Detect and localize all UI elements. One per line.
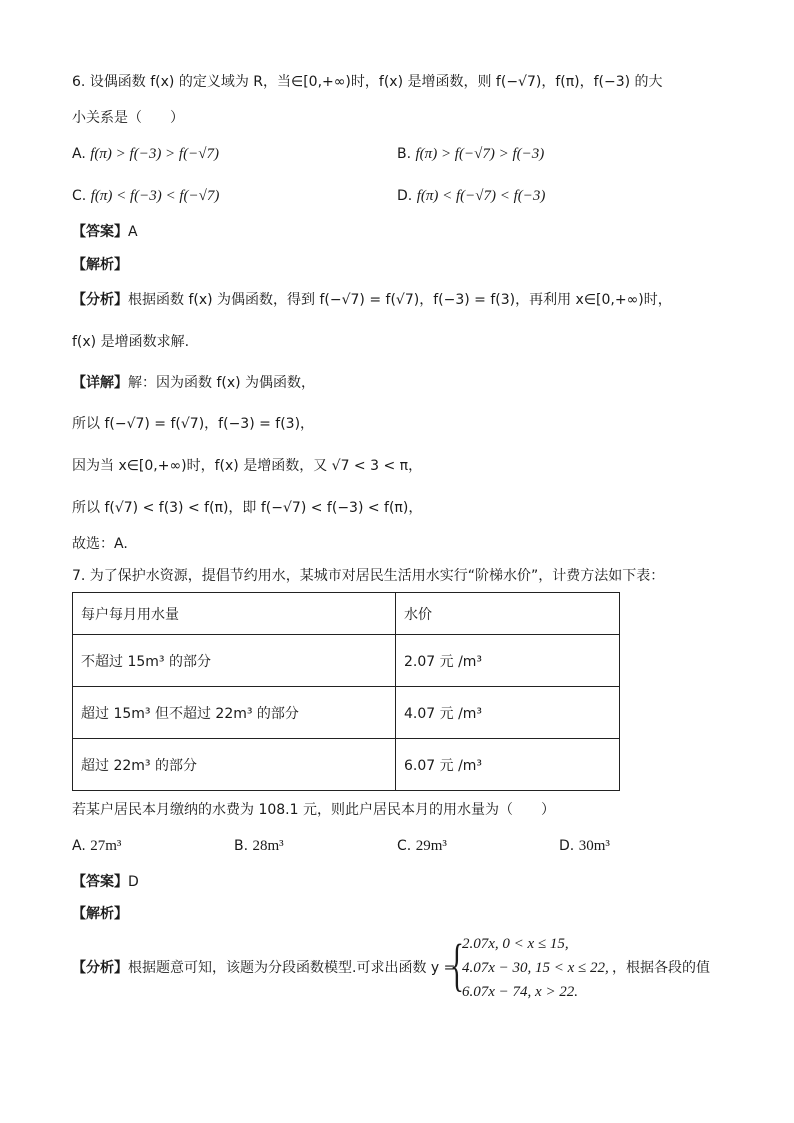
q7-option-a xyxy=(72,836,121,856)
q7-question: 若某户居民本月缴纳的水费为 108.1 元，则此户居民本月的用水量为（ ） xyxy=(72,802,555,818)
option-expr: 28m³ xyxy=(252,838,284,854)
answer-value: A xyxy=(128,224,138,240)
q6-answer xyxy=(72,222,138,242)
q6-option-d xyxy=(397,186,545,206)
table-row xyxy=(73,739,620,791)
q6-analysis-tag: 【解析】 xyxy=(72,257,128,273)
q6-stem-line2: 小关系是（ ） xyxy=(72,110,184,126)
table-cell: 4.07 元 /m³ xyxy=(396,687,620,739)
option-expr: f(π) < f(−3) < f(−√7) xyxy=(90,188,220,204)
q7-option-c xyxy=(397,836,447,856)
option-label: C. xyxy=(397,838,412,854)
answer-tag: 【答案】 xyxy=(72,224,128,240)
table-header-row xyxy=(73,593,620,635)
fenxi-text: 根据函数 f(x) 为偶函数，得到 f(−√7) = f(√7)，f(−3) = f(3)，再利用 x∈[0,+∞)时， xyxy=(128,292,672,308)
option-expr: f(π) > f(−3) > f(−√7) xyxy=(90,146,219,162)
option-label: B. xyxy=(234,838,249,854)
table-header-cell: 水价 xyxy=(396,593,620,635)
q7-stem: 7. 为了保护水资源，提倡节约用水，某城市对居民生活用水实行“阶梯水价”，计费方法如下表： xyxy=(72,568,665,584)
q6-option-a xyxy=(72,144,219,164)
option-label: C. xyxy=(72,188,87,204)
q6-xiangjie-line1 xyxy=(72,373,315,393)
q6-fenxi-line1 xyxy=(72,290,672,310)
q7-fenxi-tail: ，根据各段的值 xyxy=(612,960,710,976)
q7-analysis-tag: 【解析】 xyxy=(72,906,128,922)
table-cell: 不超过 15m³ 的部分 xyxy=(73,635,396,687)
option-label: A. xyxy=(72,838,86,854)
fenxi-tag: 【分析】 xyxy=(72,292,128,308)
piecewise-case-2: 4.07x − 30, 15 < x ≤ 22, xyxy=(462,960,609,976)
q6-stem-line1: 6. 设偶函数 f(x) 的定义域为 R，当∈[0,+∞)时，f(x) 是增函数，则 f(−√7)，f(π)，f(−3) 的大 xyxy=(72,74,663,90)
xiangjie-text: 解：因为函数 f(x) 为偶函数， xyxy=(128,375,316,391)
table-cell: 6.07 元 /m³ xyxy=(396,739,620,791)
option-expr: 27m³ xyxy=(90,838,122,854)
q7-answer xyxy=(72,872,139,892)
q6-xiangjie-line2: 所以 f(−√7) = f(√7)，f(−3) = f(3)， xyxy=(72,416,315,432)
q7-fenxi-line xyxy=(72,958,455,978)
q6-xiangjie-line4: 所以 f(√7) < f(3) < f(π)，即 f(−√7) < f(−3) < f(π)， xyxy=(72,500,423,516)
option-expr: f(π) > f(−√7) > f(−3) xyxy=(415,146,545,162)
answer-tag: 【答案】 xyxy=(72,874,128,890)
table-cell: 超过 22m³ 的部分 xyxy=(73,739,396,791)
option-label: D. xyxy=(397,188,413,204)
answer-value: D xyxy=(128,874,139,890)
table-cell: 超过 15m³ 但不超过 22m³ 的部分 xyxy=(73,687,396,739)
option-label: B. xyxy=(397,146,412,162)
q6-fenxi-line2: f(x) 是增函数求解. xyxy=(72,334,190,350)
piecewise-brace: { xyxy=(450,932,464,997)
table-header-cell: 每户每月用水量 xyxy=(73,593,396,635)
q7-option-d xyxy=(559,836,610,856)
piecewise-case-3: 6.07x − 74, x > 22. xyxy=(462,984,579,1000)
q6-option-c xyxy=(72,186,219,206)
option-expr: 30m³ xyxy=(578,838,610,854)
q6-choose: 故选：A. xyxy=(72,536,128,552)
table-row xyxy=(73,687,620,739)
fenxi-text: 根据题意可知，该题为分段函数模型.可求出函数 y = xyxy=(128,960,456,976)
table-cell: 2.07 元 /m³ xyxy=(396,635,620,687)
option-expr: f(π) < f(−√7) < f(−3) xyxy=(416,188,546,204)
piecewise-case-1: 2.07x, 0 < x ≤ 15, xyxy=(462,936,569,952)
q7-option-b xyxy=(234,836,284,856)
table-row xyxy=(73,635,620,687)
fenxi-tag: 【分析】 xyxy=(72,960,128,976)
water-price-table xyxy=(72,592,620,791)
option-label: A. xyxy=(72,146,86,162)
q6-option-b xyxy=(397,144,544,164)
xiangjie-tag: 【详解】 xyxy=(72,375,128,391)
q6-xiangjie-line3: 因为当 x∈[0,+∞)时，f(x) 是增函数，又 √7 < 3 < π， xyxy=(72,458,423,474)
option-expr: 29m³ xyxy=(415,838,447,854)
option-label: D. xyxy=(559,838,575,854)
